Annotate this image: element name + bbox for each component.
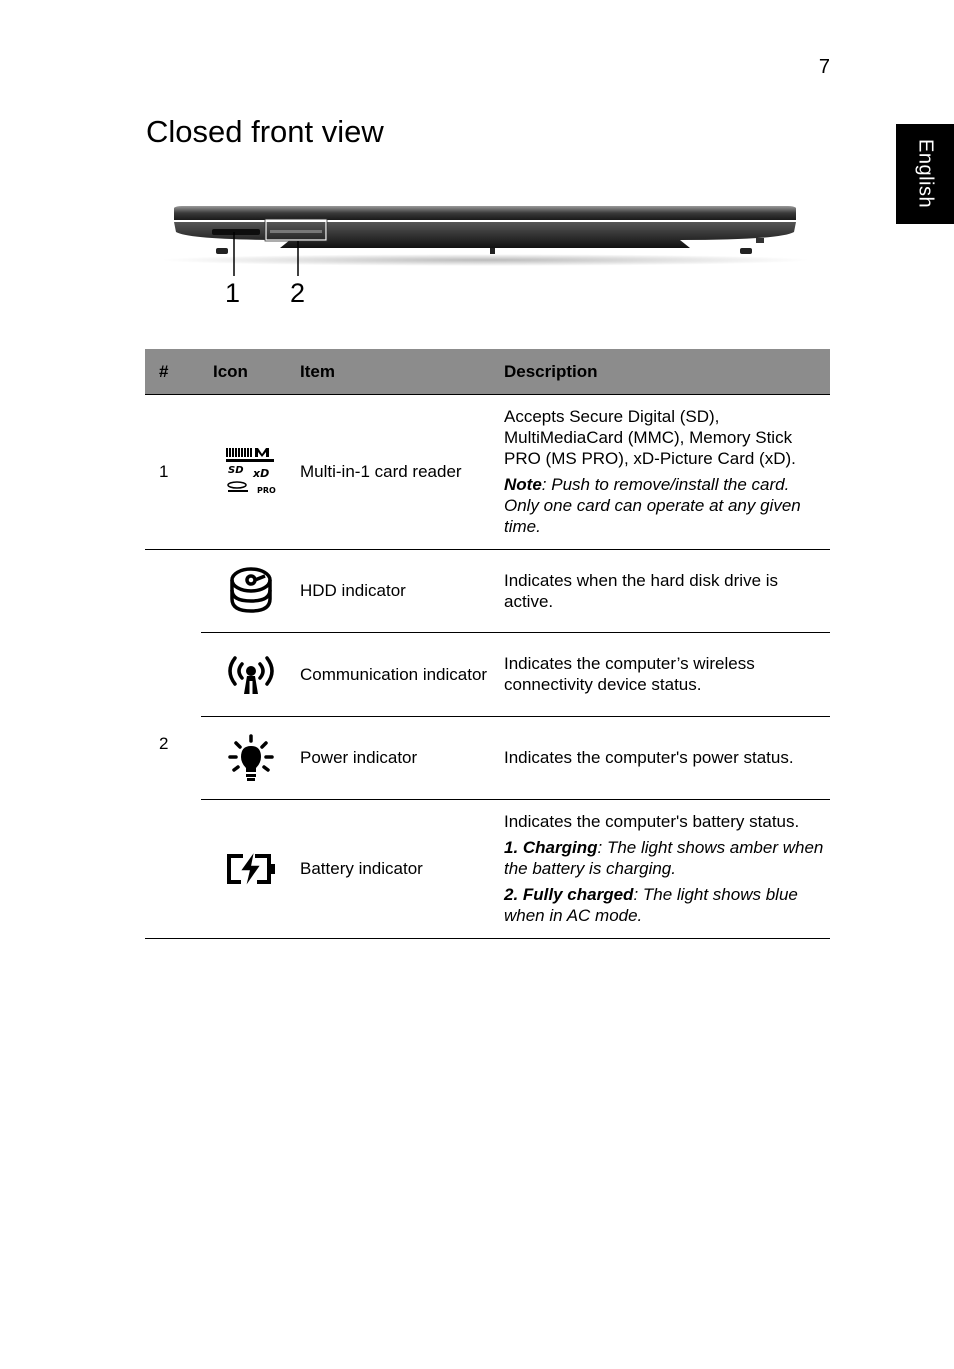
page-title: Closed front view xyxy=(146,114,384,149)
table-row xyxy=(145,549,830,632)
item-description: Indicates the computer’s wireless connectivity device status. xyxy=(504,632,830,716)
header-item: Item xyxy=(300,349,504,395)
item-label: HDD indicator xyxy=(300,549,504,632)
laptop-front-illustration xyxy=(160,198,810,318)
item-description: Indicates the computer's power status. xyxy=(504,716,830,799)
component-table xyxy=(145,349,830,939)
charging-label: 1. Charging xyxy=(504,838,598,857)
header-icon: Icon xyxy=(201,349,300,395)
note-label: Note xyxy=(504,475,542,495)
wireless-icon xyxy=(225,652,277,696)
svg-text:SD: SD xyxy=(227,464,244,476)
row-number: 2 xyxy=(145,549,201,938)
multi-card-reader-icon xyxy=(224,446,278,498)
table-row xyxy=(145,799,830,938)
item-label: Communication indicator xyxy=(300,632,504,716)
table-row xyxy=(145,395,830,549)
power-icon xyxy=(228,734,274,782)
language-tab-label: English xyxy=(914,139,937,209)
svg-text:xD: xD xyxy=(252,466,269,480)
charged-text: : The light shows blue when in AC mode. xyxy=(504,885,798,925)
page-number: 7 xyxy=(818,56,830,78)
header-num: # xyxy=(145,349,201,395)
callout-2: 2 xyxy=(290,278,306,308)
row-number: 1 xyxy=(145,395,201,549)
table-header-row xyxy=(145,349,830,395)
item-description: Indicates the computer's battery status. xyxy=(504,812,800,831)
hdd-icon xyxy=(227,566,275,616)
item-label: Battery indicator xyxy=(300,799,504,938)
battery-icon xyxy=(225,849,277,889)
table-row xyxy=(145,716,830,799)
note-text: : Push to remove/install the card. Only one card can operate at any given time. xyxy=(504,475,801,537)
item-description: Indicates when the hard disk drive is active. xyxy=(504,549,830,632)
item-label: Power indicator xyxy=(300,716,504,799)
language-tab xyxy=(896,124,954,224)
svg-text:PRO: PRO xyxy=(256,485,276,495)
callout-1: 1 xyxy=(225,278,241,308)
item-label: Multi-in-1 card reader xyxy=(300,395,504,549)
charged-label: 2. Fully charged xyxy=(504,885,634,904)
table-row xyxy=(145,632,830,716)
charging-text: : The light shows amber when the battery is charging. xyxy=(504,838,824,878)
header-description: Description xyxy=(504,349,830,395)
item-description: Accepts Secure Digital (SD), MultiMediaCard (MMC), Memory Stick PRO (MS PRO), xD-Picture Card (xD). xyxy=(504,407,796,469)
